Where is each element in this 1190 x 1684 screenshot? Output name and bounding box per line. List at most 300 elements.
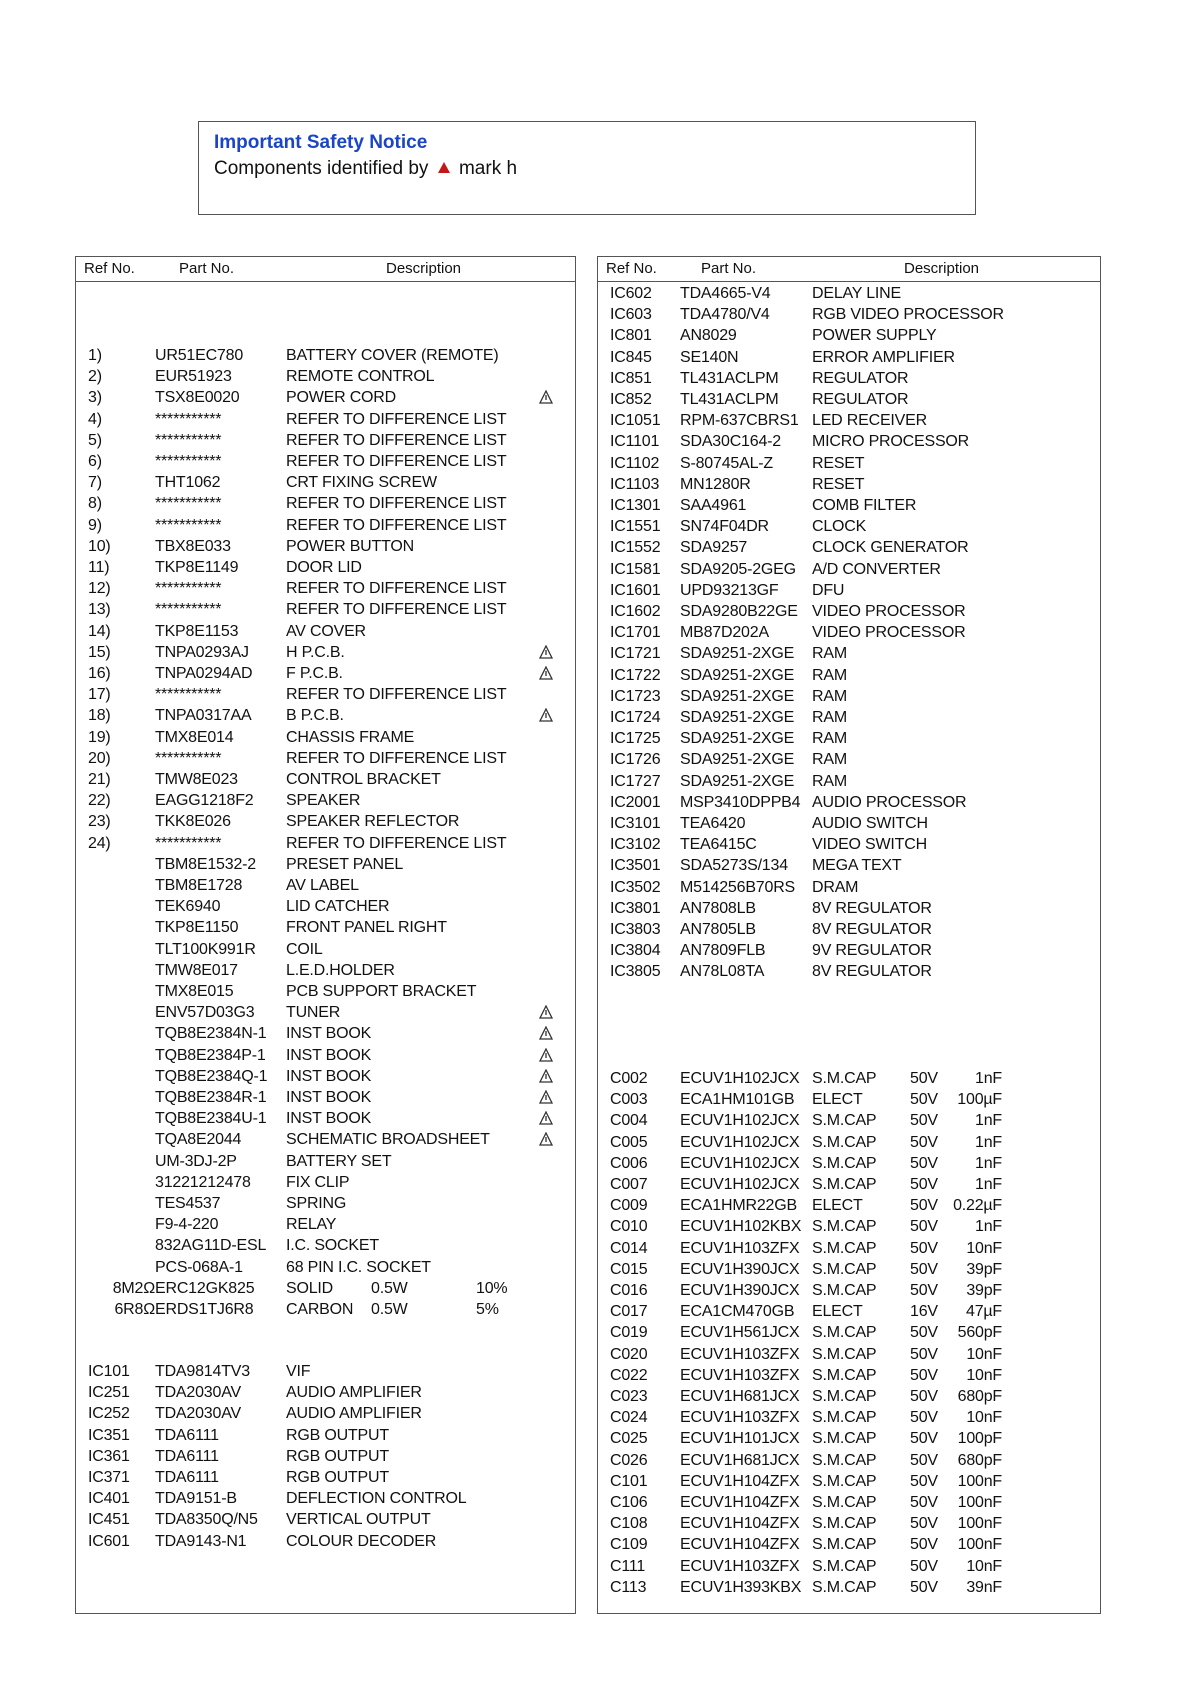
table-row	[598, 1450, 1100, 1471]
table-row	[598, 495, 1100, 516]
voltage-cell: 50V	[910, 1324, 938, 1342]
ref-no-cell: IC351	[88, 1426, 130, 1444]
table-row	[598, 771, 1100, 792]
header-ref-no: Ref No.	[84, 260, 135, 277]
ref-no-cell: 2)	[88, 368, 102, 386]
value-cell: 680pF	[957, 1388, 1002, 1405]
part-no-cell: TES4537	[155, 1195, 221, 1212]
voltage-cell: 50V	[910, 1133, 938, 1151]
part-no-cell: TDA6111	[155, 1447, 219, 1465]
table-row	[598, 961, 1100, 982]
part-no-cell: TDA9814TV3	[155, 1363, 250, 1380]
part-no-cell: UPD93213GF	[680, 581, 779, 599]
part-no-cell: ECUV1H102JCX	[680, 1112, 800, 1130]
ref-no-cell: IC2001	[610, 793, 661, 811]
type-cell: ELECT	[812, 1197, 863, 1215]
table-row	[598, 919, 1100, 940]
table-row	[598, 1110, 1100, 1131]
safety-notice-title: Important Safety Notice	[214, 132, 428, 153]
table-row	[598, 643, 1100, 664]
ref-no-cell: C017	[610, 1303, 648, 1321]
table-row	[76, 833, 575, 854]
safety-warning-icon	[539, 1111, 553, 1125]
table-row	[598, 1259, 1100, 1280]
table-row	[76, 366, 575, 387]
safety-warning-icon	[539, 1048, 553, 1062]
part-no-cell: ECA1HM101GB	[680, 1091, 795, 1109]
value-cell: 1nF	[975, 1218, 1002, 1236]
part-no-cell: TDA9143-N1	[155, 1532, 247, 1550]
ref-no-cell: C014	[610, 1239, 648, 1257]
ref-no-cell: IC1721	[610, 645, 661, 663]
part-no-cell: TEK6940	[155, 898, 221, 916]
table-row	[598, 1365, 1100, 1386]
type-cell: S.M.CAP	[812, 1345, 877, 1363]
description-cell: 8V REGULATOR	[812, 963, 932, 981]
ref-no-cell: 18)	[88, 707, 111, 725]
table-row	[76, 1108, 575, 1129]
description-cell: A/D CONVERTER	[812, 560, 941, 578]
value-cell: 1nF	[975, 1154, 1002, 1172]
type-cell: ELECT	[812, 1091, 863, 1109]
part-no-cell: TNPA0294AD	[155, 665, 253, 682]
description-cell: SPEAKER REFLECTOR	[286, 813, 460, 831]
type-cell: S.M.CAP	[812, 1515, 877, 1533]
part-no-cell: TEA6420	[680, 815, 746, 832]
table-row	[76, 1129, 575, 1150]
ref-no-cell: IC371	[88, 1469, 130, 1486]
description-cell: AUDIO AMPLIFIER	[286, 1384, 422, 1402]
ref-no-cell: IC603	[610, 306, 652, 324]
part-no-cell: SDA9251-2XGE	[680, 751, 795, 769]
part-no-cell: SN74F04DR	[680, 518, 769, 536]
part-no-cell: M514256B70RS	[680, 878, 796, 896]
table-row	[598, 1216, 1100, 1237]
part-no-cell: AN7805LB	[680, 921, 756, 938]
description-cell: PRESET PANEL	[286, 855, 404, 873]
part-no-cell: UR51EC780	[155, 347, 244, 364]
table-row	[76, 727, 575, 748]
value-cell: 10nF	[966, 1345, 1002, 1363]
type-cell: S.M.CAP	[812, 1366, 877, 1384]
table-row	[76, 1299, 575, 1320]
ref-no-cell: IC401	[88, 1490, 130, 1508]
tolerance-cell: 5%	[476, 1301, 499, 1318]
table-row	[598, 1153, 1100, 1174]
voltage-cell: 50V	[910, 1345, 938, 1363]
ref-no-cell: IC1723	[610, 687, 661, 705]
ref-no-cell: 24)	[88, 834, 111, 852]
description-cell: INST BOOK	[286, 1110, 372, 1128]
value-cell: 100pF	[957, 1430, 1002, 1448]
part-no-cell: TQA8E2044	[155, 1131, 242, 1149]
value-cell: 39nF	[966, 1578, 1002, 1596]
table-row	[76, 875, 575, 896]
type-cell: S.M.CAP	[812, 1578, 877, 1596]
description-cell: VERTICAL OUTPUT	[286, 1511, 431, 1529]
description-cell: L.E.D.HOLDER	[286, 961, 395, 979]
part-no-cell: TBM8E1532-2	[155, 855, 256, 873]
part-no-cell: ECUV1H102KBX	[680, 1218, 802, 1236]
ref-no-cell: 10)	[88, 537, 111, 555]
left-table-header	[76, 257, 575, 282]
description-cell: REMOTE CONTROL	[286, 368, 435, 386]
part-no-cell: TQB8E2384N-1	[155, 1025, 267, 1043]
ref-no-cell: IC851	[610, 369, 652, 387]
part-no-cell: ECUV1H393KBX	[680, 1578, 802, 1596]
description-cell: RAM	[812, 730, 847, 748]
voltage-cell: 50V	[910, 1430, 938, 1448]
ref-no-cell: C009	[610, 1197, 648, 1215]
type-cell: S.M.CAP	[812, 1324, 877, 1342]
part-no-cell: ECUV1H390JCX	[680, 1282, 800, 1299]
ref-no-cell: C111	[610, 1557, 646, 1575]
ref-no-cell: IC251	[88, 1384, 130, 1402]
table-row	[76, 748, 575, 769]
table-row	[598, 728, 1100, 749]
description-cell: RAM	[812, 687, 847, 705]
part-no-cell: SDA9251-2XGE	[680, 730, 795, 748]
ref-no-cell: 14)	[88, 622, 111, 640]
part-no-cell: ECUV1H104ZFX	[680, 1536, 800, 1554]
table-row	[76, 981, 575, 1002]
table-row	[598, 537, 1100, 558]
safety-warning-icon	[539, 645, 553, 659]
description-cell: RELAY	[286, 1216, 337, 1234]
part-no-cell: TL431ACLPM	[680, 369, 779, 387]
voltage-cell: 50V	[910, 1070, 938, 1087]
description-cell: I.C. SOCKET	[286, 1237, 379, 1255]
part-no-cell: TDA8350Q/N5	[155, 1511, 258, 1529]
ref-no-cell: 8)	[88, 495, 102, 513]
table-row	[76, 1087, 575, 1108]
table-row	[598, 1534, 1100, 1555]
ref-no-cell: C005	[610, 1133, 648, 1151]
part-no-cell: EAGG1218F2	[155, 792, 254, 810]
power-rating-cell: 0.5W	[371, 1301, 408, 1318]
ref-no-cell: C019	[610, 1324, 648, 1342]
table-row	[598, 813, 1100, 834]
safety-warning-icon	[539, 1090, 553, 1104]
part-no-cell: TKP8E1150	[155, 919, 239, 937]
part-no-cell: ECUV1H390JCX	[680, 1260, 800, 1278]
part-no-cell: SDA9257	[680, 539, 748, 557]
table-row	[76, 1278, 575, 1299]
type-cell: S.M.CAP	[812, 1239, 877, 1257]
part-no-cell: MB87D202A	[680, 624, 769, 642]
description-cell: RAM	[812, 751, 847, 769]
table-row	[598, 347, 1100, 368]
part-no-cell: TDA6111	[155, 1469, 219, 1486]
ref-no-cell: IC1552	[610, 539, 661, 557]
part-no-cell: ECUV1H103ZFX	[680, 1239, 800, 1257]
description-cell: REFER TO DIFFERENCE LIST	[286, 495, 507, 513]
table-row	[598, 1428, 1100, 1449]
table-row	[76, 1467, 575, 1488]
ref-no-cell: 20)	[88, 749, 111, 767]
type-cell: S.M.CAP	[812, 1451, 877, 1469]
voltage-cell: 50V	[910, 1557, 938, 1575]
table-row	[598, 1195, 1100, 1216]
part-no-cell: TDA4780/V4	[680, 306, 770, 324]
ref-no-cell: 13)	[88, 601, 111, 619]
ref-no-cell: C109	[610, 1536, 648, 1554]
type-cell: S.M.CAP	[812, 1557, 877, 1575]
voltage-cell: 50V	[910, 1239, 938, 1257]
description-cell: INST BOOK	[286, 1046, 372, 1064]
part-no-cell: SDA5273S/134	[680, 857, 788, 875]
ref-no-cell: IC1101	[610, 433, 660, 451]
value-cell: 10nF	[966, 1409, 1002, 1427]
table-row	[76, 345, 575, 366]
description-cell: RGB VIDEO PROCESSOR	[812, 306, 1004, 324]
value-cell: 100nF	[957, 1515, 1002, 1533]
table-row	[76, 1257, 575, 1278]
table-row	[598, 1068, 1100, 1089]
type-cell: S.M.CAP	[812, 1133, 877, 1151]
ref-no-cell: IC1102	[610, 454, 660, 472]
value-cell: 560pF	[957, 1324, 1002, 1342]
ref-no-cell: IC1551	[610, 518, 661, 536]
part-no-cell: TMW8E017	[155, 961, 238, 979]
ref-no-cell: IC845	[610, 348, 652, 366]
power-rating-cell: 0.5W	[371, 1279, 408, 1297]
part-no-cell: F9-4-220	[155, 1216, 219, 1234]
table-row	[598, 749, 1100, 770]
table-row	[598, 474, 1100, 495]
table-row	[76, 1509, 575, 1530]
ref-no-cell: 23)	[88, 813, 111, 831]
part-no-cell: ECUV1H102JCX	[680, 1176, 800, 1193]
part-no-cell: TKK8E026	[155, 813, 231, 831]
description-cell: FRONT PANEL RIGHT	[286, 919, 447, 937]
table-row	[76, 387, 575, 408]
type-cell: S.M.CAP	[812, 1112, 877, 1130]
ref-no-cell: 11)	[88, 559, 110, 576]
description-cell: MICRO PROCESSOR	[812, 433, 970, 451]
value-cell: 10nF	[966, 1366, 1002, 1384]
table-row	[76, 621, 575, 642]
table-row	[598, 1322, 1100, 1343]
table-row	[598, 1089, 1100, 1110]
voltage-cell: 50V	[910, 1494, 938, 1511]
table-row	[598, 304, 1100, 325]
part-no-cell: TDA9151-B	[155, 1490, 237, 1508]
part-no-cell: SDA9251-2XGE	[680, 709, 795, 726]
table-row	[598, 1407, 1100, 1428]
description-cell: DFU	[812, 581, 845, 599]
part-no-cell: SE140N	[680, 348, 739, 366]
part-no-cell: TQB8E2384R-1	[155, 1089, 267, 1106]
ref-no-cell: C023	[610, 1388, 648, 1405]
ref-no-cell: IC601	[88, 1532, 130, 1550]
description-cell: REFER TO DIFFERENCE LIST	[286, 410, 507, 428]
header-description: Description	[904, 260, 980, 277]
ref-no-cell: IC101	[88, 1363, 130, 1380]
voltage-cell: 16V	[910, 1303, 938, 1321]
part-no-cell: EUR51923	[155, 368, 232, 386]
tolerance-cell: 10%	[476, 1279, 508, 1297]
voltage-cell: 50V	[910, 1451, 938, 1469]
value-cell: 8M2Ω	[112, 1279, 155, 1297]
ref-no-cell: IC3803	[610, 921, 661, 938]
table-row	[76, 917, 575, 938]
part-no-cell: ***********	[155, 834, 222, 852]
table-row	[598, 1301, 1100, 1322]
ref-no-cell: 22)	[88, 792, 111, 810]
type-cell: S.M.CAP	[812, 1218, 877, 1236]
part-no-cell: ECUV1H681JCX	[680, 1451, 800, 1469]
part-no-cell: ECUV1H104ZFX	[680, 1472, 800, 1490]
voltage-cell: 50V	[910, 1388, 938, 1405]
description-cell: VIDEO SWITCH	[812, 836, 927, 854]
part-no-cell: TKP8E1153	[155, 622, 239, 640]
table-row	[598, 1492, 1100, 1513]
table-row	[598, 940, 1100, 961]
part-no-cell: SDA9251-2XGE	[680, 772, 795, 790]
table-row	[76, 1382, 575, 1403]
part-no-cell: ECUV1H103ZFX	[680, 1345, 800, 1363]
part-no-cell: RPM-637CBRS1	[680, 412, 799, 430]
ref-no-cell: 4)	[88, 410, 102, 428]
description-cell: H P.C.B.	[286, 643, 345, 661]
ref-no-cell: IC1724	[610, 709, 661, 726]
table-row	[598, 1556, 1100, 1577]
type-cell: S.M.CAP	[812, 1409, 877, 1427]
value-cell: 39pF	[966, 1282, 1002, 1299]
ref-no-cell: C106	[610, 1494, 648, 1511]
ref-no-cell: 15)	[88, 643, 111, 661]
header-ref-no: Ref No.	[606, 260, 657, 277]
table-row	[76, 557, 575, 578]
ref-no-cell: IC3501	[610, 857, 661, 875]
table-row	[76, 1361, 575, 1382]
table-row	[598, 559, 1100, 580]
voltage-cell: 50V	[910, 1197, 938, 1215]
description-cell: DEFLECTION CONTROL	[286, 1490, 467, 1508]
part-no-cell: TL431ACLPM	[680, 391, 779, 408]
table-row	[76, 578, 575, 599]
type-cell: S.M.CAP	[812, 1494, 877, 1511]
description-cell: INST BOOK	[286, 1089, 372, 1106]
ref-no-cell: IC852	[610, 391, 652, 408]
ref-no-cell: C022	[610, 1366, 648, 1384]
part-no-cell: TKP8E1149	[155, 559, 239, 576]
ref-no-cell: IC3805	[610, 963, 661, 981]
part-no-cell: SDA9251-2XGE	[680, 687, 795, 705]
ref-no-cell: IC1725	[610, 730, 661, 748]
part-no-cell: AN8029	[680, 327, 737, 345]
part-no-cell: AN78L08TA	[680, 963, 765, 981]
table-row	[76, 1531, 575, 1552]
part-no-cell: ***********	[155, 580, 222, 598]
ref-no-cell: 16)	[88, 665, 111, 682]
ref-no-cell: IC1701	[610, 624, 661, 642]
safety-warning-icon	[539, 708, 553, 722]
voltage-cell: 50V	[910, 1091, 938, 1109]
ref-no-cell: IC361	[88, 1447, 130, 1465]
description-cell: RAM	[812, 709, 847, 726]
value-cell: 1nF	[975, 1112, 1002, 1130]
ref-no-cell: C113	[610, 1578, 647, 1596]
table-row	[598, 325, 1100, 346]
safety-notice-text-before: Components identified by	[214, 158, 429, 179]
voltage-cell: 50V	[910, 1260, 938, 1278]
ref-no-cell: IC1581	[610, 560, 661, 578]
part-no-cell: SDA30C164-2	[680, 433, 781, 451]
part-no-cell: TQB8E2384Q-1	[155, 1067, 268, 1085]
part-no-cell: ***********	[155, 431, 222, 449]
part-no-cell: ECUV1H104ZFX	[680, 1494, 800, 1511]
description-cell: BATTERY SET	[286, 1152, 392, 1170]
type-cell: S.M.CAP	[812, 1282, 877, 1299]
type-cell: ELECT	[812, 1303, 863, 1321]
type-cell: S.M.CAP	[812, 1260, 877, 1278]
value-cell: 1nF	[975, 1133, 1002, 1151]
part-no-cell: THT1062	[155, 474, 221, 492]
table-row	[598, 1132, 1100, 1153]
table-row	[76, 1193, 575, 1214]
description-cell: REFER TO DIFFERENCE LIST	[286, 686, 507, 704]
description-cell: 9V REGULATOR	[812, 942, 932, 960]
ref-no-cell: IC1722	[610, 666, 661, 684]
table-row	[598, 368, 1100, 389]
description-cell: DRAM	[812, 878, 859, 896]
table-row	[598, 1174, 1100, 1195]
ref-no-cell: 3)	[88, 389, 102, 407]
description-cell: 68 PIN I.C. SOCKET	[286, 1258, 431, 1276]
ref-no-cell: IC1051	[610, 412, 661, 430]
description-cell: POWER CORD	[286, 389, 397, 407]
table-row	[76, 769, 575, 790]
description-cell: 8V REGULATOR	[812, 921, 932, 938]
part-no-cell: TQB8E2384U-1	[155, 1110, 267, 1128]
part-no-cell: SDA9205-2GEG	[680, 560, 796, 578]
part-no-cell: S-80745AL-Z	[680, 454, 773, 472]
table-row	[76, 1488, 575, 1509]
table-row	[76, 1446, 575, 1467]
description-cell: REFER TO DIFFERENCE LIST	[286, 453, 507, 470]
description-cell: VIDEO PROCESSOR	[812, 603, 966, 620]
description-cell: AUDIO AMPLIFIER	[286, 1405, 422, 1423]
ref-no-cell: C010	[610, 1218, 648, 1236]
description-cell: FIX CLIP	[286, 1173, 350, 1191]
ref-no-cell: IC602	[610, 285, 652, 302]
description-cell: RGB OUTPUT	[286, 1426, 389, 1444]
description-cell: REFER TO DIFFERENCE LIST	[286, 601, 507, 619]
part-no-cell: TLT100K991R	[155, 940, 256, 958]
ref-no-cell: IC1602	[610, 603, 661, 620]
description-cell: AUDIO PROCESSOR	[812, 793, 967, 811]
safety-warning-icon	[539, 1069, 553, 1083]
part-no-cell: ECUV1H102JCX	[680, 1070, 800, 1087]
ref-no-cell: 7)	[88, 474, 102, 492]
value-cell: 100nF	[957, 1472, 1002, 1490]
ref-no-cell: C007	[610, 1176, 648, 1193]
value-cell: 1nF	[975, 1070, 1002, 1087]
right-table-header	[598, 257, 1100, 282]
table-row	[598, 516, 1100, 537]
description-cell: VIF	[286, 1363, 311, 1380]
part-no-cell: AN7809FLB	[680, 942, 766, 960]
header-description: Description	[386, 260, 462, 277]
ref-no-cell: C016	[610, 1282, 648, 1299]
table-row	[598, 622, 1100, 643]
description-cell: REFER TO DIFFERENCE LIST	[286, 580, 507, 598]
table-row	[76, 684, 575, 705]
table-row	[598, 707, 1100, 728]
part-no-cell: ENV57D03G3	[155, 1004, 255, 1022]
